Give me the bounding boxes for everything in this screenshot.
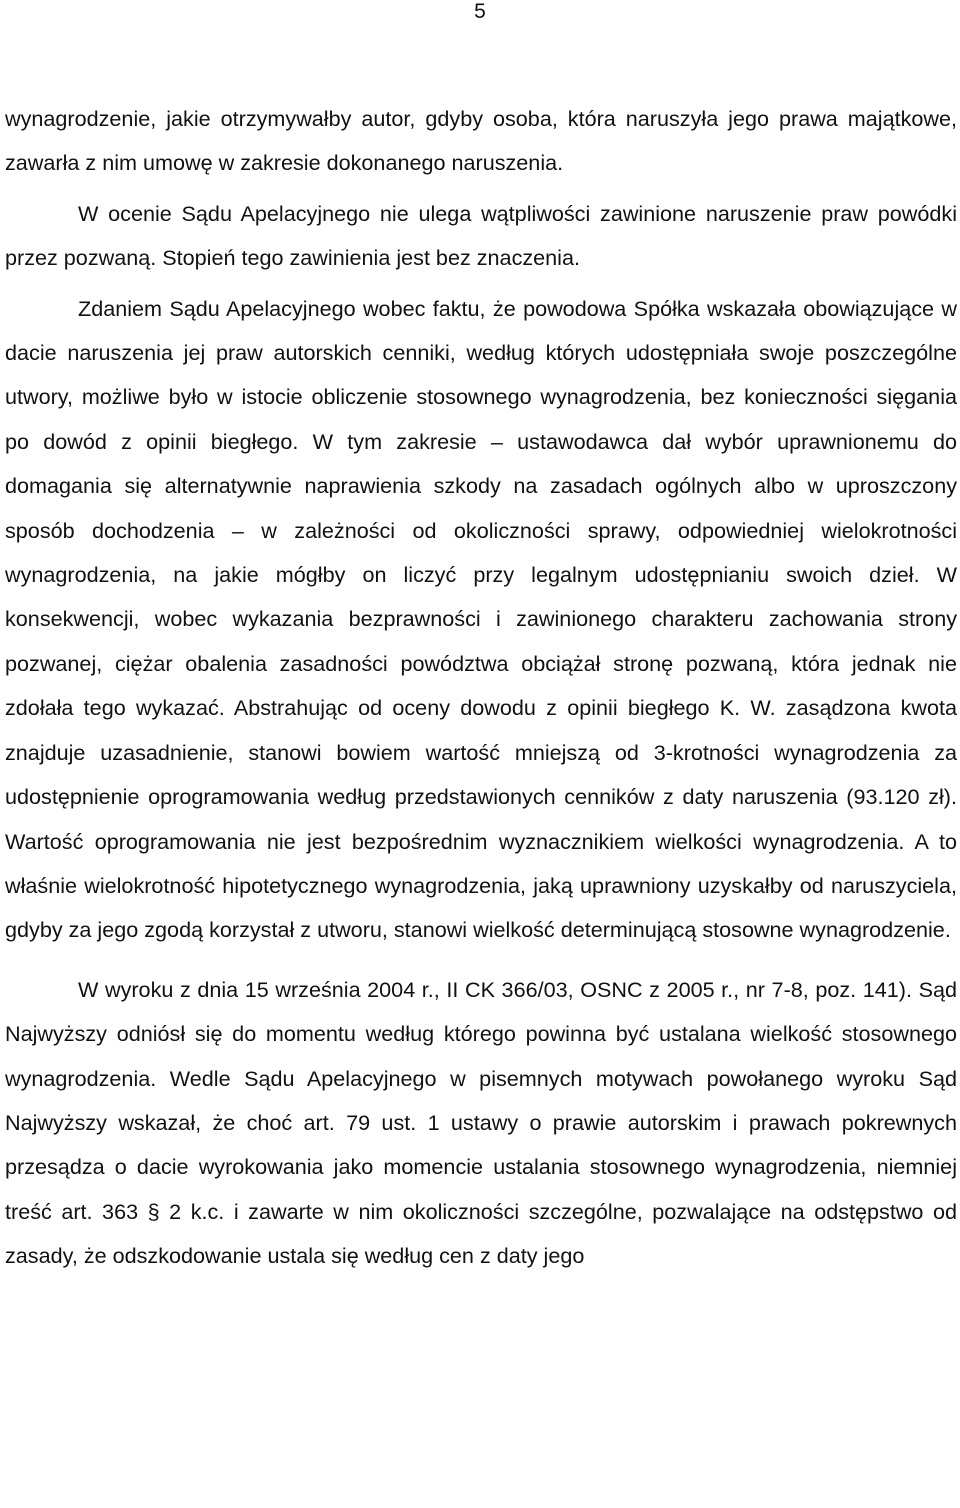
paragraph-continuation: wynagrodzenie, jakie otrzymywałby autor, gdyby osoba, która naruszyła jego prawa majątkowe, zawarła z nim umowę w zakresie dokonanego naruszenia.	[5, 106, 957, 176]
page-number: 5	[474, 0, 486, 23]
paragraph-culpability: W ocenie Sądu Apelacyjnego nie ulega wątpliwości zawinione naruszenie praw powódki przez pozwaną. Stopień tego zawinienia jest bez znaczenia.	[5, 200, 957, 271]
document-body	[5, 97, 957, 1279]
paragraph-supreme-court-ruling: W wyroku z dnia 15 września 2004 r., II CK 366/03, OSNC z 2005 r., nr 7-8, poz. 141). Sąd Najwyższy odniósł się do momentu według którego powinna być ustalana wielkość stosownego wynagrodzenia. Wedle Sądu Apelacyjnego w pisemnych motywach powołanego wyroku Sąd Najwyższy wskazał, że choć art. 79 ust. 1 ustawy o prawie autorskim i prawach pokrewnych przesądza o dacie wyrokowania jako momencie ustalania stosownego wynagrodzenia, niemniej treść art. 363 § 2 k.c. i zawarte w nim okoliczności szczególne, pozwalające na odstępstwo od zasady, że odszkodowanie ustala się według cen z daty jego	[5, 976, 957, 1269]
paragraph-court-opinion: Zdaniem Sądu Apelacyjnego wobec faktu, że powodowa Spółka wskazała obowiązujące w dacie naruszenia jej praw autorskich cenniki, według których udostępniała swoje poszczególne utwory, możliwe było w istocie obliczenie stosownego wynagrodzenia, bez konieczności sięgania po dowód z opinii biegłego. W tym zakresie – ustawodawca dał wybór uprawnionemu do domagania się alternatywnie naprawienia szkody na zasadach ogólnych albo w uproszczony sposób dochodzenia – w zależności od okoliczności sprawy, odpowiedniej wielokrotności wynagrodzenia, na jakie mógłby on liczyć przy legalnym udostępnianiu swoich dzieł. W konsekwencji, wobec wykazania bezprawności i zawinionego charakteru zachowania strony pozwanej, ciężar obalenia zasadności powództwa obciążał stronę pozwaną, która jednak nie zdołała tego wykazać. Abstrahując od oceny dowodu z opinii biegłego K. W. zasądzona kwota znajduje uzasadnienie, stanowi bowiem wartość mniejszą od 3-krotności wynagrodzenia za udostępnienie oprogramowania według przedstawionych cenników z daty naruszenia (93.120 zł). Wartość oprogramowania nie jest bezpośrednim wyznacznikiem wielkości wynagrodzenia. A to właśnie wielokrotność hipotetycznego wynagrodzenia, jaką uprawniony uzyskałby od naruszyciela, gdyby za jego zgodą korzystał z utworu, stanowi wielkość determinującą stosowne wynagrodzenie.	[5, 295, 957, 943]
